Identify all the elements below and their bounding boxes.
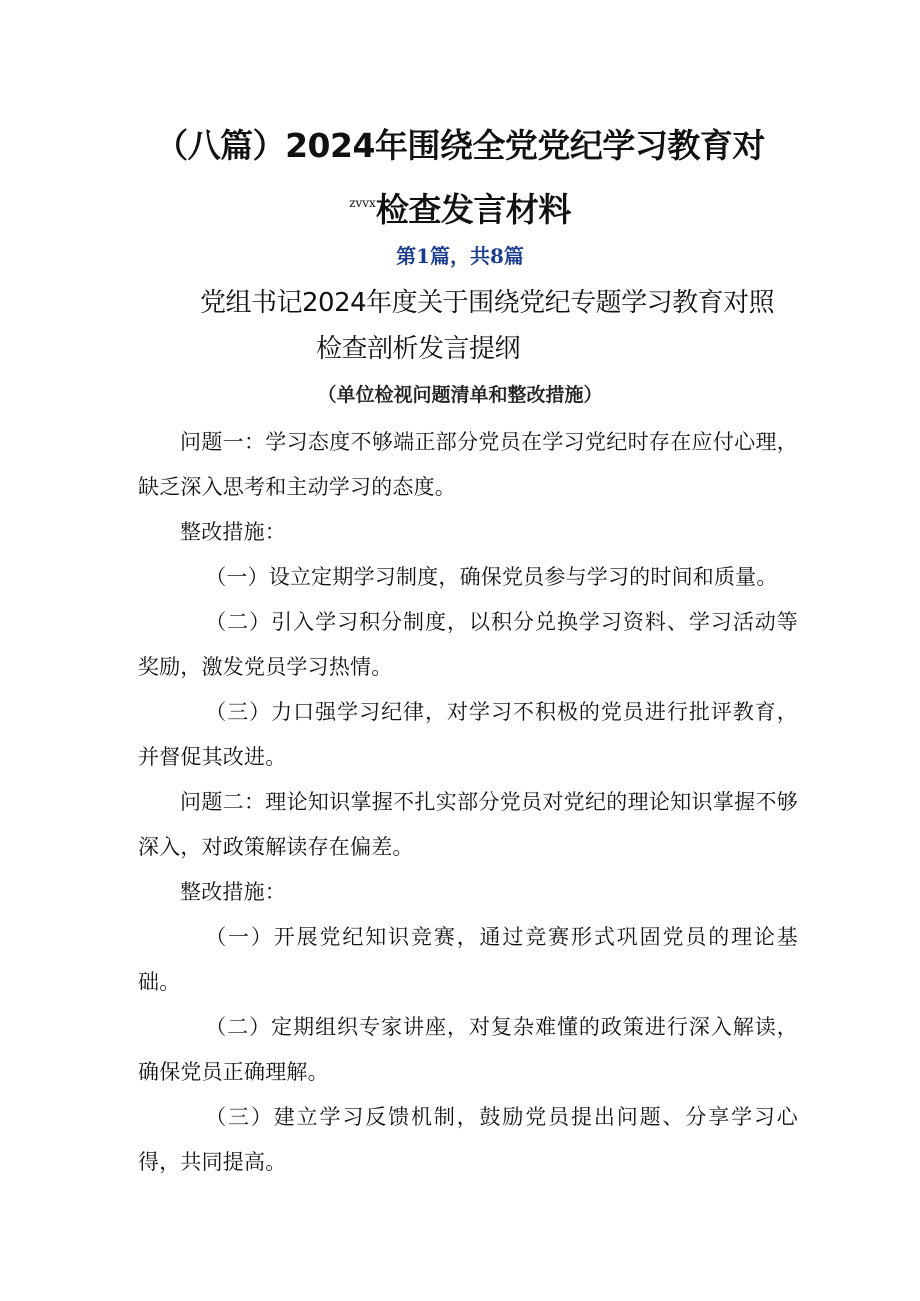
problem-1-paragraph: 问题一：学习态度不够端正部分党员在学习党纪时存在应付心理，缺乏深入思考和主动学习的态度。 — [138, 430, 798, 499]
title-small-mark: zvvx — [349, 196, 376, 210]
measures-heading-2: 整改措施： — [180, 880, 286, 904]
document-title-line-1: （八篇）2024年围绕全党党纪学习教育对 — [155, 126, 765, 165]
measure-2-2: （二）定期组织专家讲座，对复杂难懂的政策进行深入解读，确保党员正确理解。 — [138, 1015, 798, 1084]
measure-2-1: （一）开展党纪知识竞赛，通过竞赛形式巩固党员的理论基础。 — [138, 925, 798, 994]
measure-1-1: （一）设立定期学习制度，确保党员参与学习的时间和质量。 — [205, 565, 778, 589]
subtitle-note: （单位检视问题清单和整改措施） — [317, 384, 603, 406]
subtitle-line-1: 党组书记2024年度关于围绕党纪专题学习教育对照 — [200, 288, 775, 318]
document-title-line-2 — [0, 181, 920, 232]
problem-2-paragraph: 问题二：理论知识掌握不扎实部分党员对党纪的理论知识掌握不够深入，对政策解读存在偏差。 — [138, 790, 798, 859]
measure-1-3: （三）力口强学习纪律，对学习不积极的党员进行批评教育，并督促其改进。 — [138, 700, 798, 769]
measure-1-2: （二）引入学习积分制度，以积分兑换学习资料、学习活动等奖励，激发党员学习热情。 — [138, 610, 798, 679]
subtitle-line-2: 检查剖析发言提纲 — [316, 334, 521, 364]
part-label: 第1篇，共8篇 — [396, 244, 524, 268]
measure-2-3: （三）建立学习反馈机制，鼓励党员提出问题、分享学习心得，共同提高。 — [138, 1105, 798, 1174]
title-line-2-text: 检查发言材料 — [375, 190, 571, 229]
measures-heading-1: 整改措施： — [180, 520, 286, 544]
document-body — [138, 420, 798, 1185]
